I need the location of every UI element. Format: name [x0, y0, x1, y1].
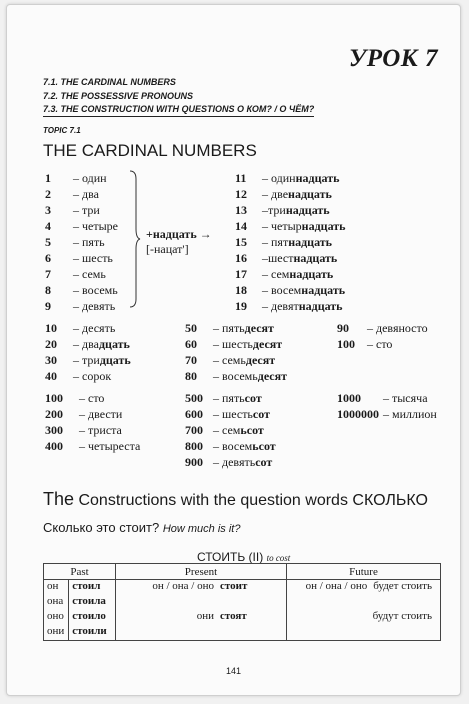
example-question [43, 520, 240, 535]
topic-label: TOPIC 7.1 [43, 126, 81, 135]
number-word-suffix: надцать [301, 219, 346, 233]
number-word [73, 219, 118, 233]
number-word [262, 267, 333, 281]
number-word-suffix: надцать [289, 267, 334, 281]
numeral: 8 [45, 283, 51, 297]
number-word [262, 283, 345, 297]
numeral: 50 [185, 321, 197, 335]
numeral: 100 [45, 391, 63, 405]
number-word-suffix: надцать [288, 187, 332, 201]
number-word [262, 251, 337, 265]
number-word-stem: – девять [73, 299, 116, 313]
number-row [185, 367, 287, 385]
number-word-stem: – пять [213, 321, 245, 335]
pronoun: они [47, 625, 65, 637]
number-word-stem: –три [262, 203, 286, 217]
numeral: 5 [45, 235, 51, 249]
conjugation-table [43, 563, 441, 641]
number-word-stem: – сем [213, 423, 241, 437]
future-form [287, 595, 441, 610]
header-past: Past [44, 564, 116, 580]
construction-heading-rest: Constructions with the question words СКОЛЬКО [74, 492, 428, 509]
curly-brace-icon [127, 169, 141, 309]
present-pronoun: он / она / оно [152, 580, 214, 592]
number-word [262, 203, 330, 217]
numeral: 30 [45, 353, 57, 367]
past-pronoun [44, 580, 69, 596]
contents-item-2: 7.2. THE POSSESSIVE PRONOUNS [43, 91, 194, 101]
number-word-stem: – триста [79, 423, 122, 437]
numeral: 17 [235, 267, 247, 281]
number-word-stem: – девять [213, 455, 256, 469]
number-word-suffix: десят [244, 321, 274, 335]
number-word-stem: – шесть [213, 337, 253, 351]
number-word-stem: – четыре [73, 219, 118, 233]
number-word-stem: – миллион [383, 407, 437, 421]
future-pronoun: он / она / оно [305, 580, 368, 592]
past-form [69, 580, 116, 596]
number-word [73, 299, 115, 313]
numeral: 3 [45, 203, 51, 217]
number-word-suffix: надцать [288, 235, 333, 249]
number-word [367, 337, 392, 351]
table-row [44, 580, 441, 596]
numeral: 60 [185, 337, 197, 351]
number-word [213, 321, 274, 335]
future-form [287, 610, 441, 625]
past-form [69, 625, 116, 641]
page-number: 141 [225, 666, 242, 676]
numeral: 70 [185, 353, 197, 367]
number-word [262, 219, 346, 233]
past-stem: стоил [72, 625, 101, 637]
future-verb: будет стоить [373, 580, 432, 592]
number-row [337, 335, 392, 353]
present-form [116, 610, 287, 625]
number-word [79, 407, 122, 421]
number-word [73, 235, 105, 249]
present-verb: стоит [220, 580, 248, 592]
number-word-stem: – восемь [73, 283, 118, 297]
past-form [69, 595, 116, 610]
number-word-suffix: сот [244, 391, 262, 405]
numeral: 18 [235, 283, 247, 297]
number-word-stem: – две [262, 187, 289, 201]
number-word-stem: – восемь [213, 369, 258, 383]
number-word [367, 321, 428, 335]
numeral: 40 [45, 369, 57, 383]
question-english: How much is it? [162, 523, 241, 535]
table-row [44, 610, 441, 625]
numeral: 16 [235, 251, 247, 265]
numeral: 9 [45, 299, 51, 313]
number-word-stem: – девят [262, 299, 299, 313]
numeral: 100 [337, 337, 355, 351]
number-word [213, 423, 264, 437]
number-word-stem: – сто [79, 391, 105, 405]
number-word [79, 423, 122, 437]
future-verb: будут стоить [372, 610, 432, 622]
number-row [45, 367, 111, 385]
header-present: Present [116, 564, 287, 580]
numeral: 300 [45, 423, 63, 437]
number-word-suffix: десят [257, 369, 288, 383]
numeral: 12 [235, 187, 247, 201]
number-word-stem: – сорок [73, 369, 112, 383]
number-word-stem: – девяносто [367, 321, 428, 335]
numeral: 7 [45, 267, 51, 281]
suffix-rule-pronunciation: [-нацат'] [146, 242, 189, 256]
number-row [185, 453, 272, 471]
present-verb: стоят [220, 610, 247, 622]
number-word-suffix: дцать [99, 353, 131, 367]
number-word-stem: – восем [213, 439, 253, 453]
numeral: 15 [235, 235, 247, 249]
numeral: 1000000 [337, 407, 379, 421]
header-future: Future [287, 564, 441, 580]
number-word-stem: – три [73, 203, 100, 217]
past-ending: и [100, 625, 107, 637]
number-word [79, 391, 104, 405]
number-word-suffix: ьсот [252, 439, 276, 453]
number-word [213, 439, 276, 453]
number-word [79, 439, 140, 453]
number-word-stem: – восем [262, 283, 302, 297]
numeral: 19 [235, 299, 247, 313]
number-word-stem: – два [73, 337, 99, 351]
number-word-stem: – один [262, 171, 296, 185]
number-word-stem: – семь [213, 353, 246, 367]
number-word [73, 337, 130, 351]
numeral: 11 [235, 171, 247, 185]
present-form [116, 625, 287, 641]
number-word [262, 171, 339, 185]
past-stem: стоил [72, 580, 101, 592]
number-word-stem: – десять [73, 321, 116, 335]
table-title-gloss: to cost [266, 553, 291, 563]
number-word-suffix: надцать [293, 251, 338, 265]
number-word-stem: – два [73, 187, 99, 201]
number-word-stem: –шест [262, 251, 294, 265]
numeral: 2 [45, 187, 51, 201]
number-row [45, 437, 140, 455]
number-word-stem: – сто [367, 337, 393, 351]
number-word-stem: – пять [73, 235, 105, 249]
number-word-suffix: надцать [295, 171, 340, 185]
past-pronoun [44, 610, 69, 625]
number-word-suffix: сот [252, 407, 270, 421]
numeral: 400 [45, 439, 63, 453]
textbook-page [6, 4, 461, 696]
pronoun: он [47, 580, 59, 592]
number-word [262, 235, 332, 249]
table-header-row [44, 564, 441, 580]
number-word-stem: – три [73, 353, 100, 367]
number-word [73, 251, 113, 265]
present-form [116, 580, 287, 596]
numeral: 500 [185, 391, 203, 405]
pronoun: оно [47, 610, 64, 622]
number-row [45, 297, 115, 315]
numeral: 90 [337, 321, 349, 335]
number-word-stem: – сем [262, 267, 290, 281]
construction-heading-lead: The [43, 489, 75, 509]
numeral: 80 [185, 369, 197, 383]
number-word [213, 455, 272, 469]
number-word [73, 283, 118, 297]
number-word [383, 407, 437, 421]
number-row [235, 297, 343, 315]
number-word-suffix: надцать [301, 283, 346, 297]
number-word-suffix: надцать [298, 299, 343, 313]
number-word [73, 321, 115, 335]
number-word [383, 391, 428, 405]
number-word-stem: – четыреста [79, 439, 141, 453]
number-word-suffix: десят [252, 337, 283, 351]
lesson-title: УРОК 7 [348, 45, 438, 72]
number-row [337, 405, 437, 423]
future-form [287, 580, 441, 596]
contents-item-3: 7.3. THE CONSTRUCTION WITH QUESTIONS О КОМ? / О ЧЁМ? [43, 104, 314, 117]
past-pronoun [44, 595, 69, 610]
number-word [213, 407, 270, 421]
number-word-suffix: десят [245, 353, 276, 367]
number-word-stem: – пять [213, 391, 245, 405]
numeral: 20 [45, 337, 57, 351]
number-word-suffix: сот [255, 455, 273, 469]
suffix-rule-formula: +надцать → [146, 227, 212, 241]
number-word-suffix: дцать [98, 337, 130, 351]
past-ending: о [100, 610, 106, 622]
numeral: 800 [185, 439, 203, 453]
table-title [197, 550, 290, 564]
number-word-stem: – шесть [213, 407, 253, 421]
question-russian: Сколько это стоит? [43, 520, 160, 535]
numeral: 6 [45, 251, 51, 265]
number-word [213, 353, 275, 367]
contents-item-1: 7.1. THE CARDINAL NUMBERS [43, 77, 176, 87]
number-word-stem: – семь [73, 267, 106, 281]
number-word [73, 267, 106, 281]
number-word-stem: – четыр [262, 219, 302, 233]
number-word [73, 187, 99, 201]
numeral: 4 [45, 219, 51, 233]
number-word-stem: – пят [262, 235, 289, 249]
numeral: 600 [185, 407, 203, 421]
present-form [116, 595, 287, 610]
number-word [73, 203, 100, 217]
past-stem: стоил [72, 595, 101, 607]
numeral: 13 [235, 203, 247, 217]
number-word [262, 299, 343, 313]
number-word-suffix: ьсот [240, 423, 264, 437]
number-word [213, 337, 282, 351]
pronoun: она [47, 595, 64, 607]
number-word [262, 187, 332, 201]
number-word [213, 391, 262, 405]
topic-heading: THE CARDINAL NUMBERS [43, 141, 257, 160]
table-title-verb: СТОИТЬ (II) [197, 550, 264, 564]
numeral: 14 [235, 219, 247, 233]
numeral: 10 [45, 321, 57, 335]
number-word-stem: – один [73, 171, 107, 185]
present-pronoun: они [196, 610, 214, 622]
table-row [44, 625, 441, 641]
table-row [44, 595, 441, 610]
construction-heading [43, 489, 428, 510]
numeral: 1 [45, 171, 51, 185]
past-ending: а [100, 595, 106, 607]
numeral: 200 [45, 407, 63, 421]
suffix-rule [146, 227, 212, 257]
future-form [287, 625, 441, 641]
number-word-stem: – двести [79, 407, 123, 421]
numeral: 1000 [337, 391, 361, 405]
past-form [69, 610, 116, 625]
number-word [213, 369, 287, 383]
number-word [73, 353, 131, 367]
number-word-stem: – тысяча [383, 391, 428, 405]
number-word-stem: – шесть [73, 251, 113, 265]
numeral: 700 [185, 423, 203, 437]
numeral: 900 [185, 455, 203, 469]
number-word [73, 369, 111, 383]
number-word-suffix: надцать [285, 203, 330, 217]
past-stem: стоил [72, 610, 101, 622]
past-pronoun [44, 625, 69, 641]
number-word [73, 171, 107, 185]
